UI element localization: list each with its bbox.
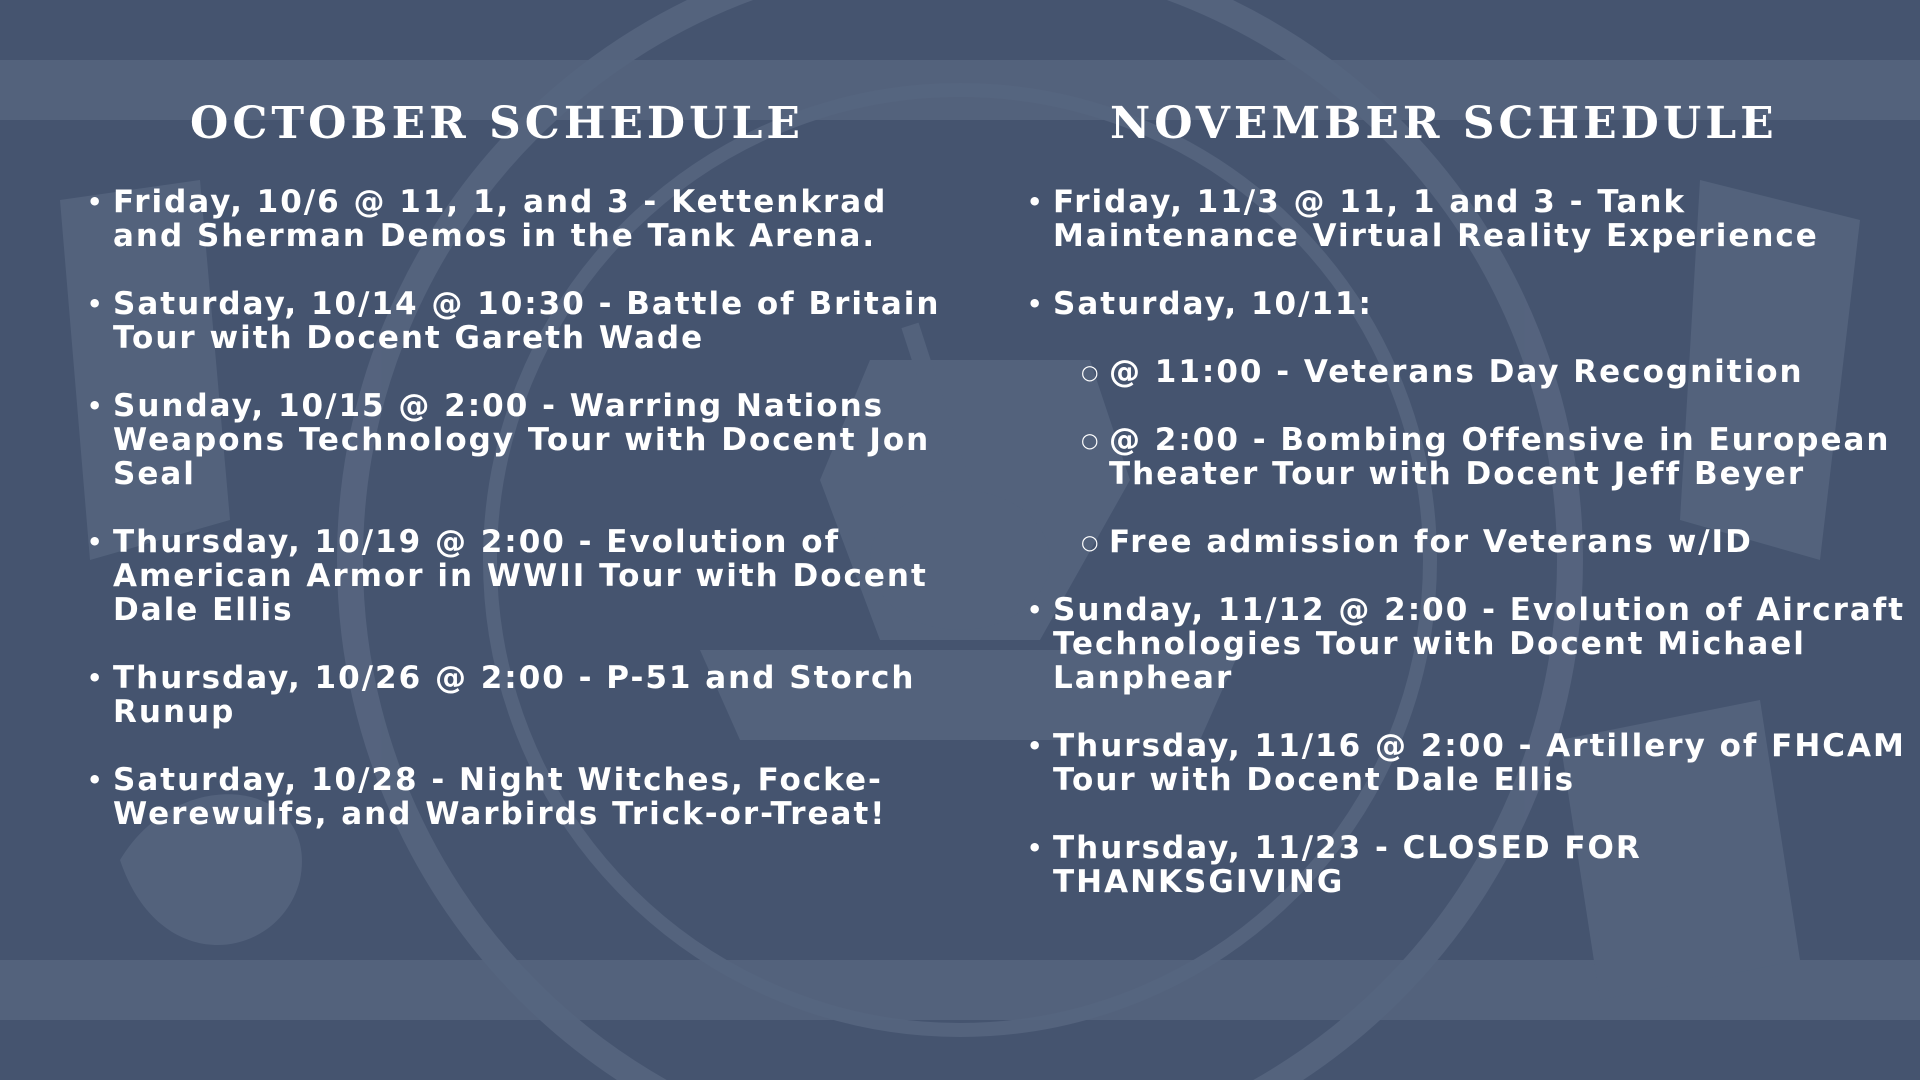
sub-event-text: @ 11:00 - Veterans Day Recognition <box>1109 354 1804 390</box>
list-item <box>1027 185 1907 253</box>
event-text: Thursday, 11/23 - CLOSED FOR THANKSGIVING <box>1053 830 1642 900</box>
event-text: Thursday, 11/16 @ 2:00 - Artillery of FHCAM Tour with Docent Dale Ellis <box>1053 728 1906 798</box>
list-item <box>1027 831 1907 899</box>
bullet-icon: • <box>87 528 105 556</box>
bullet-icon: • <box>87 392 105 420</box>
bullet-icon: • <box>1027 188 1045 216</box>
list-item <box>87 287 947 355</box>
event-text: Thursday, 10/26 @ 2:00 - P-51 and Storch Runup <box>113 660 916 730</box>
bullet-icon: • <box>87 664 105 692</box>
october-schedule-title: OCTOBER SCHEDULE <box>190 98 804 149</box>
list-item <box>87 185 947 253</box>
list-item <box>1027 729 1907 797</box>
bullet-icon: • <box>1027 834 1045 862</box>
bullet-icon: • <box>1027 732 1045 760</box>
hollow-bullet-icon: ○ <box>1081 360 1101 384</box>
sub-event-text: Free admission for Veterans w/ID <box>1109 524 1753 560</box>
sub-list-item <box>1081 423 1907 491</box>
list-item <box>87 389 947 491</box>
bullet-icon: • <box>1027 596 1045 624</box>
event-text: Saturday, 10/28 - Night Witches, Focke-Werewulfs, and Warbirds Trick-or-Treat! <box>113 762 887 832</box>
veterans-day-sublist <box>1053 355 1907 559</box>
hollow-bullet-icon: ○ <box>1081 530 1101 554</box>
list-item <box>1027 287 1907 559</box>
event-text: Friday, 11/3 @ 11, 1 and 3 - Tank Maintenance Virtual Reality Experience <box>1053 184 1819 254</box>
sub-list-item <box>1081 525 1907 559</box>
october-event-list <box>87 185 947 865</box>
sub-list-item <box>1081 355 1907 389</box>
november-event-list <box>1027 185 1907 933</box>
event-text: Sunday, 11/12 @ 2:00 - Evolution of Aircraft Technologies Tour with Docent Michael Lanphear <box>1053 592 1906 696</box>
bullet-icon: • <box>87 766 105 794</box>
hollow-bullet-icon: ○ <box>1081 428 1101 452</box>
bullet-icon: • <box>1027 290 1045 318</box>
november-schedule-title: NOVEMBER SCHEDULE <box>1110 98 1778 149</box>
event-text: Sunday, 10/15 @ 2:00 - Warring Nations Weapons Technology Tour with Docent Jon Seal <box>113 388 931 492</box>
list-item <box>1027 593 1907 695</box>
bullet-icon: • <box>87 290 105 318</box>
list-item <box>87 525 947 627</box>
list-item <box>87 763 947 831</box>
sub-event-text: @ 2:00 - Bombing Offensive in European Theater Tour with Docent Jeff Beyer <box>1109 422 1891 492</box>
event-text: Thursday, 10/19 @ 2:00 - Evolution of American Armor in WWII Tour with Docent Dale Ellis <box>113 524 928 628</box>
event-text: Friday, 10/6 @ 11, 1, and 3 - Kettenkrad and Sherman Demos in the Tank Arena. <box>113 184 888 254</box>
event-text: Saturday, 10/11: <box>1053 286 1373 322</box>
bullet-icon: • <box>87 188 105 216</box>
event-text: Saturday, 10/14 @ 10:30 - Battle of Britain Tour with Docent Gareth Wade <box>113 286 941 356</box>
list-item <box>87 661 947 729</box>
